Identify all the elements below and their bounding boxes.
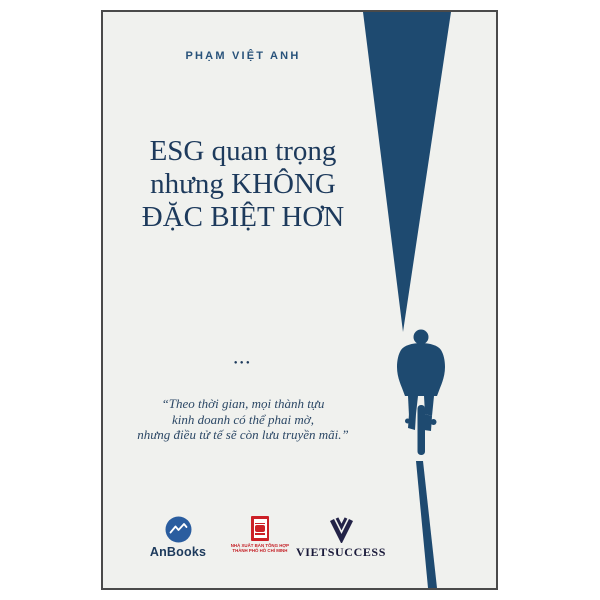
book-cover bbox=[101, 10, 498, 590]
vietsuccess-logo bbox=[296, 516, 386, 560]
quote-line: nhưng điều tử tế sẽ còn lưu truyền mãi.” bbox=[137, 427, 349, 442]
vietsuccess-label: VIETSUCCESS bbox=[296, 545, 386, 559]
title-line: ĐẶC BIỆT HƠN bbox=[141, 201, 345, 233]
quote-line: “Theo thời gian, mọi thành tựu bbox=[161, 396, 325, 411]
quote-line: kinh doanh có thể phai mờ, bbox=[172, 411, 314, 427]
publisher-logos-row bbox=[103, 516, 496, 580]
nxb-tong-hop-logo bbox=[222, 516, 298, 558]
nxb-label-line: NHÀ XUẤT BẢN TỔNG HỢP bbox=[230, 544, 290, 549]
anbooks-label: AnBooks bbox=[149, 545, 207, 559]
book-title bbox=[103, 135, 383, 234]
author-name: PHẠM VIỆT ANH bbox=[185, 50, 301, 62]
cyclist-silhouette bbox=[397, 330, 445, 456]
nxb-label-line: THÀNH PHỐ HỒ CHÍ MINH bbox=[232, 549, 288, 554]
title-line: nhưng KHÔNG bbox=[150, 168, 336, 200]
cover-artwork bbox=[103, 12, 496, 588]
nxb-label bbox=[231, 544, 289, 554]
divider-dots: ●●● bbox=[233, 360, 253, 366]
title-line: ESG quan trọng bbox=[149, 135, 337, 167]
anbooks-logo-icon bbox=[165, 516, 192, 543]
nxb-logo-icon bbox=[251, 516, 269, 541]
vietsuccess-logo-icon bbox=[328, 516, 355, 543]
cover-quote bbox=[103, 396, 383, 443]
anbooks-logo bbox=[143, 516, 213, 559]
